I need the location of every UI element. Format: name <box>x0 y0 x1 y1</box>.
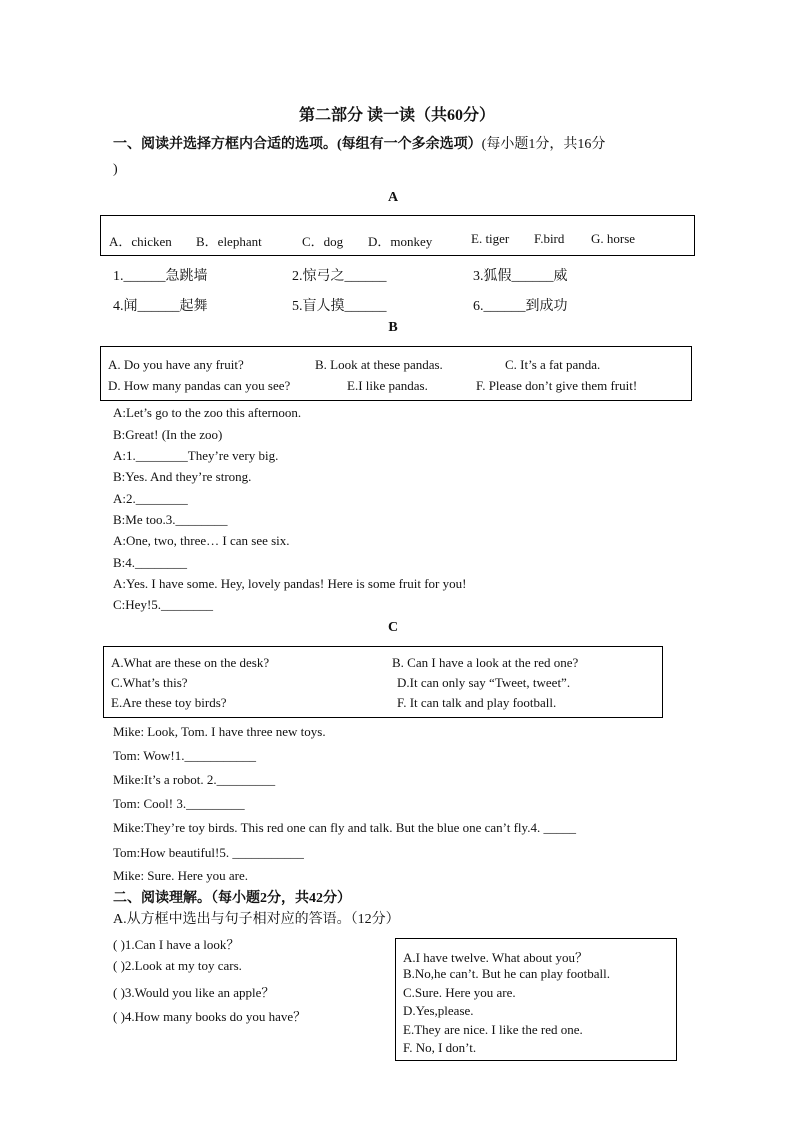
dialogue-b-line: B:4.________ <box>113 555 188 570</box>
dialogue-c-line: Mike:It’s a robot. 2._________ <box>113 772 276 787</box>
answer-option: D.Yes,please. <box>403 1003 474 1018</box>
dialogue-b-line: B:Me too.3.________ <box>113 512 228 527</box>
option-b-d: D. How many pandas can you see? <box>108 378 291 393</box>
question-item: ( )3.Would you like an apple？ <box>113 985 275 1000</box>
part1-heading-close: ) <box>113 162 118 177</box>
part1-heading-bold: 一、阅读并选择方框内合适的选项。(每组有一个多余选项） <box>113 137 482 152</box>
option-a-a: A．chicken <box>109 234 172 249</box>
dialogue-c-line: Mike:They’re toy birds. This red one can fly and talk. But the blue one can’t fly.4. _____ <box>113 820 576 835</box>
idiom-item-3: 3.狐假______威 <box>473 269 568 284</box>
option-a-d: D．monkey <box>368 234 433 249</box>
part2-heading-text: 二、阅读理解。（每小题2分，共42分） <box>113 891 351 906</box>
answer-option: E.They are nice. I like the red one. <box>403 1022 583 1037</box>
section-c-label: C <box>387 620 399 635</box>
question-item: ( )1.Can I have a look？ <box>113 937 240 952</box>
option-a-f: F.bird <box>534 231 565 246</box>
option-c-f: F. It can talk and play football. <box>397 695 557 710</box>
idiom-item-2: 2.惊弓之______ <box>292 269 387 284</box>
section-a-label: A <box>387 190 399 205</box>
dialogue-b-line: A:1.________They’re very big. <box>113 448 279 463</box>
question-item: ( )2.Look at my toy cars. <box>113 958 242 973</box>
option-c-e: E.Are these toy birds? <box>111 695 227 710</box>
dialogue-c-line: Mike: Sure. Here you are. <box>113 868 249 883</box>
option-b-e: E.I like pandas. <box>347 378 428 393</box>
dialogue-c-line: Tom:How beautiful!5. ___________ <box>113 845 304 860</box>
question-item: ( )4.How many books do you have？ <box>113 1009 307 1024</box>
dialogue-b-line: A:2.________ <box>113 491 188 506</box>
page-title: 第二部分 读一读（共60分） <box>298 107 495 124</box>
option-a-g: G. horse <box>591 231 636 246</box>
answer-option: F. No, I don’t. <box>403 1040 477 1055</box>
part2-heading <box>113 887 351 907</box>
dialogue-c-line: Tom: Cool! 3._________ <box>113 796 245 811</box>
idiom-item-5: 5.盲人摸______ <box>292 299 387 314</box>
option-b-f: F. Please don’t give them fruit! <box>476 378 638 393</box>
dialogue-b-line: A:Let’s go to the zoo this afternoon. <box>113 405 302 420</box>
answer-option: A.I have twelve. What about you？ <box>403 950 588 965</box>
option-b-b: B. Look at these pandas. <box>315 357 443 372</box>
answer-option: B.No,he can’t. But he can play football. <box>403 966 610 981</box>
option-c-b: B. Can I have a look at the red one? <box>392 655 579 670</box>
option-b-a: A. Do you have any fruit? <box>108 357 244 372</box>
part1-heading <box>113 133 605 153</box>
option-c-d: D.It can only say “Tweet, tweet”. <box>397 675 571 690</box>
answer-option: C.Sure. Here you are. <box>403 985 516 1000</box>
option-b-c: C. It’s a fat panda. <box>505 357 601 372</box>
option-a-b: B．elephant <box>196 234 262 249</box>
option-a-c: C．dog <box>302 234 344 249</box>
dialogue-b-line: B:Yes. And they’re strong. <box>113 469 252 484</box>
part2-subheading: A.从方框中选出与句子相对应的答语。（12分） <box>113 912 400 927</box>
option-a-e: E. tiger <box>471 231 510 246</box>
dialogue-b-line: A:Yes. I have some. Hey, lovely pandas! Here is some fruit for you! <box>113 576 467 591</box>
dialogue-b-line: B:Great! (In the zoo) <box>113 427 223 442</box>
idiom-item-1: 1.______急跳墙 <box>113 269 208 284</box>
dialogue-b-line: C:Hey!5.________ <box>113 597 214 612</box>
idiom-item-6: 6.______到成功 <box>473 299 568 314</box>
section-b-label: B <box>388 320 398 335</box>
option-c-a: A.What are these on the desk? <box>111 655 270 670</box>
option-c-c: C.What’s this? <box>111 675 188 690</box>
part1-heading-note: (每小题1分，共16分 <box>481 137 606 152</box>
idiom-item-4: 4.闻______起舞 <box>113 299 208 314</box>
dialogue-c-line: Mike: Look, Tom. I have three new toys. <box>113 724 326 739</box>
dialogue-b-line: A:One, two, three… I can see six. <box>113 533 290 548</box>
dialogue-c-line: Tom: Wow!1.___________ <box>113 748 256 763</box>
